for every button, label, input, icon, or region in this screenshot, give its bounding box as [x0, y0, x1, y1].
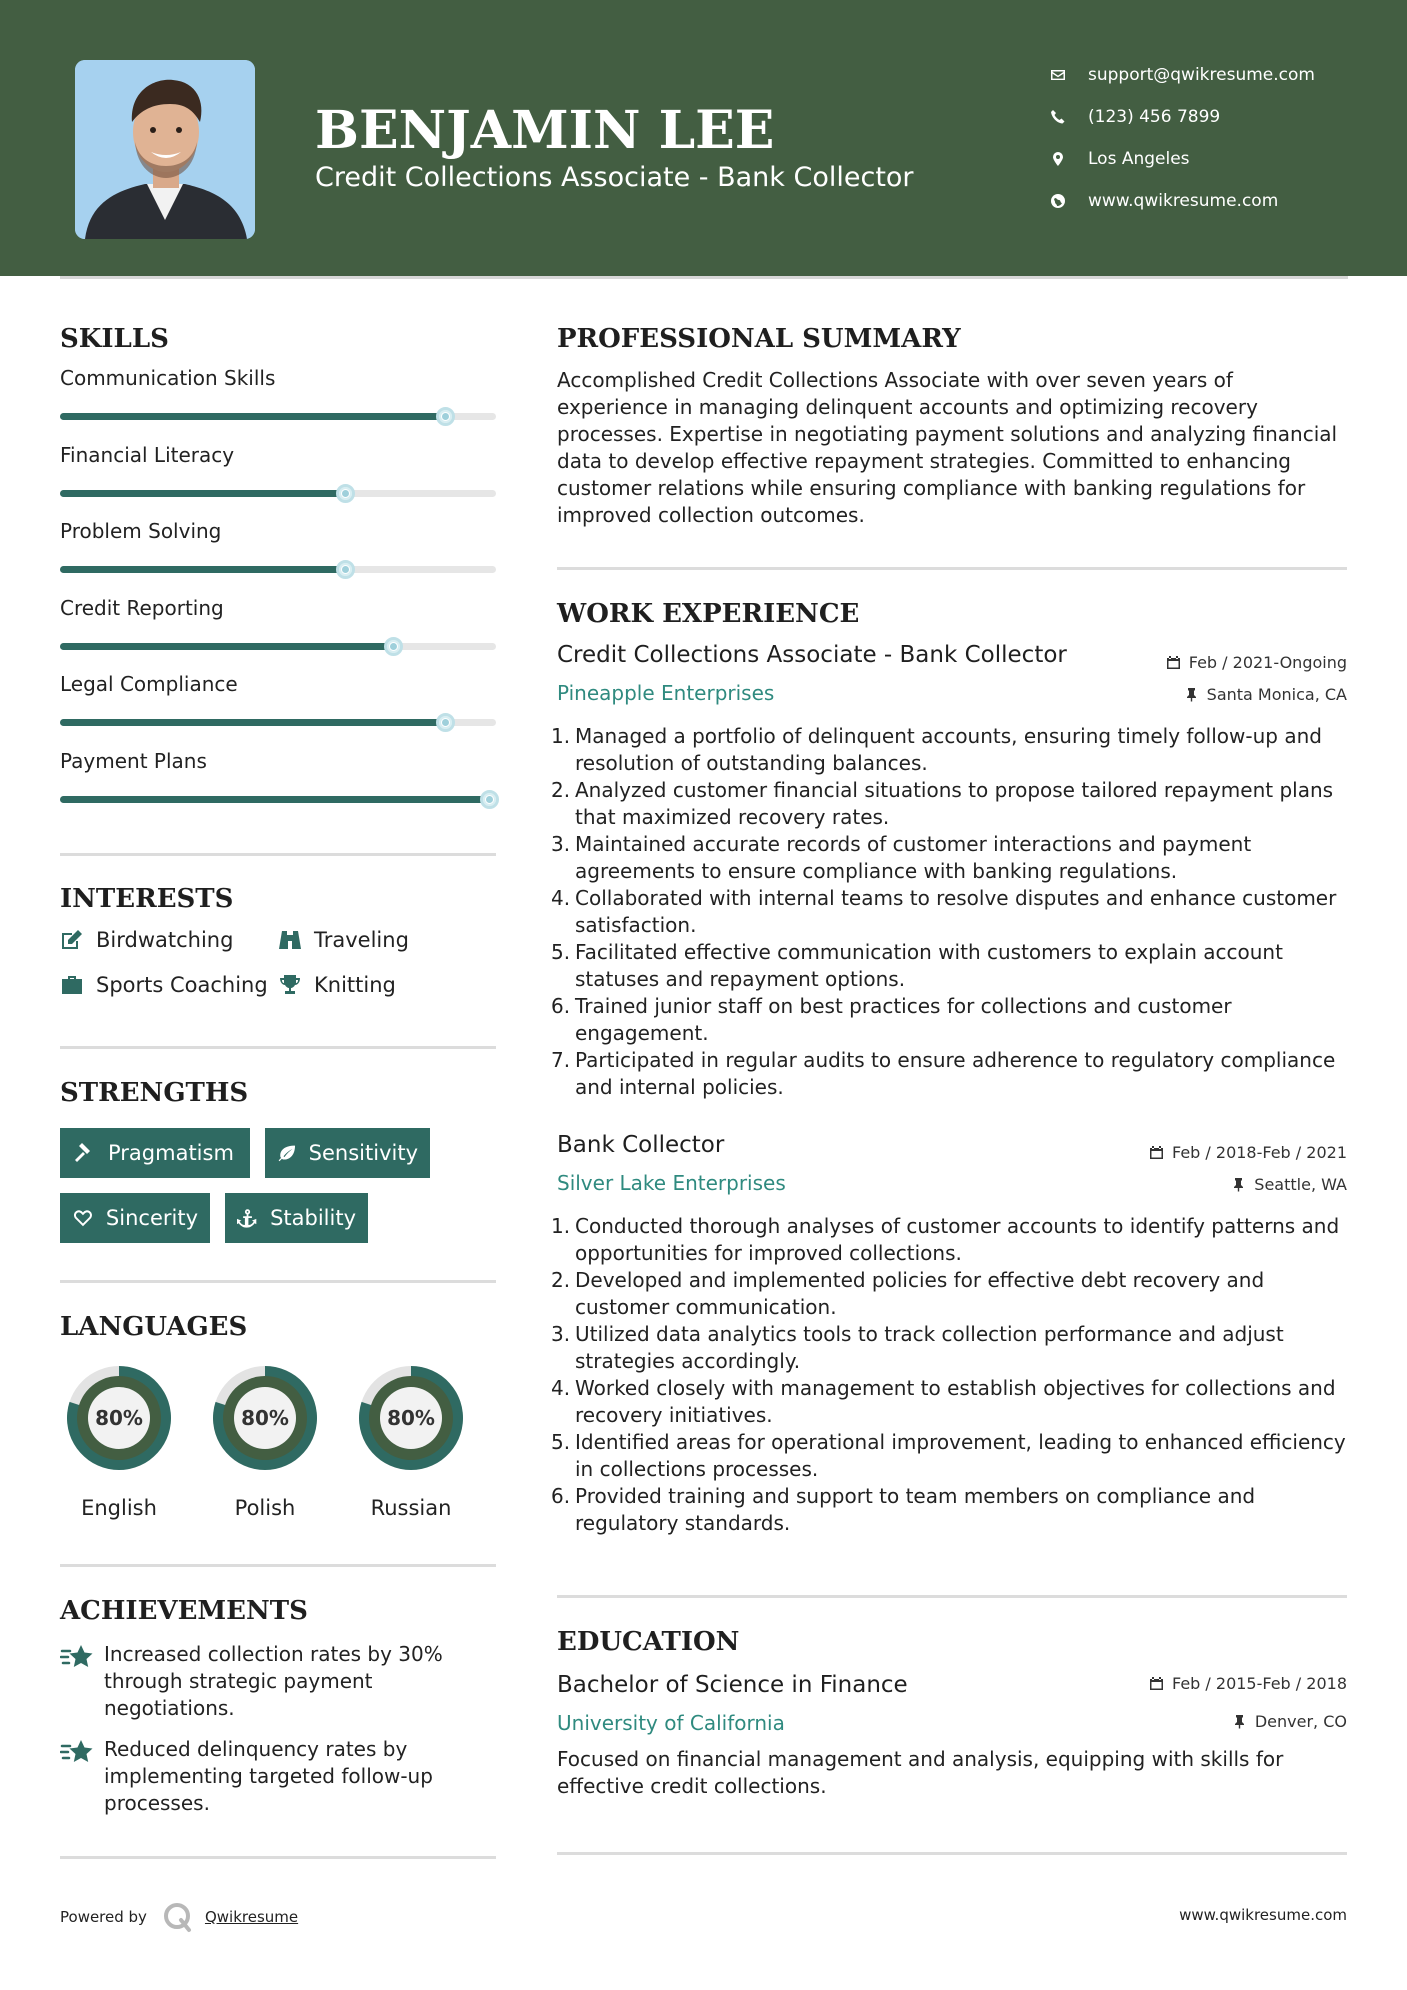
job-location-text: Seattle, WA — [1254, 1175, 1347, 1194]
education-location — [1232, 1712, 1347, 1731]
profile-photo — [75, 60, 255, 239]
location-pin-icon — [1050, 151, 1066, 167]
job-dates — [1149, 1143, 1347, 1162]
binoculars-icon — [278, 929, 302, 951]
calendar-icon — [1149, 1145, 1164, 1160]
language-item — [205, 1358, 325, 1520]
skill-label: Credit Reporting — [60, 596, 224, 620]
skill-label: Legal Compliance — [60, 672, 238, 696]
contact-location — [1050, 138, 1315, 180]
job-bullets — [551, 723, 1347, 1101]
job-bullet: 2. Analyzed customer financial situations to propose tailored repayment plans that maximized recovery rates. — [551, 778, 1334, 829]
contact-phone-text: (123) 456 7899 — [1088, 107, 1221, 127]
pushpin-icon — [1232, 1714, 1247, 1729]
skill-bar — [60, 719, 496, 726]
interest-item — [60, 928, 233, 952]
skill-bar-fill — [60, 643, 390, 650]
language-percent-label: 80% — [95, 1406, 143, 1430]
contact-list — [1050, 54, 1315, 222]
job-bullets — [551, 1213, 1347, 1537]
job-bullet: 1. Conducted thorough analyses of customer accounts to identify patterns and opportunities for improved collections. — [551, 1214, 1340, 1265]
heart-icon — [72, 1206, 94, 1230]
skill-bar-fill — [60, 796, 486, 803]
skill-bar — [60, 413, 496, 420]
job-bullet: 5. Identified areas for operational improvement, leading to enhanced efficiency in collections processes. — [551, 1430, 1346, 1481]
gavel-icon — [72, 1141, 96, 1165]
languages-heading: LANGUAGES — [60, 1312, 248, 1342]
skills-heading: SKILLS — [60, 324, 169, 354]
job-title: Credit Collections Associate - Bank Collector — [557, 642, 1067, 668]
calendar-icon — [1149, 1676, 1164, 1691]
anchor-icon — [237, 1206, 258, 1230]
language-item — [59, 1358, 179, 1520]
job-bullet: 1. Managed a portfolio of delinquent accounts, ensuring timely follow-up and resolution of outstanding balances. — [551, 724, 1322, 775]
strength-label: Sincerity — [105, 1206, 198, 1230]
language-percent-label: 80% — [387, 1406, 435, 1430]
interest-item — [278, 973, 396, 997]
divider — [557, 567, 1347, 570]
divider — [60, 1280, 496, 1283]
skill-bar-fill — [60, 413, 442, 420]
interest-label: Traveling — [314, 928, 409, 952]
job-bullet: 4. Collaborated with internal teams to resolve disputes and enhance customer satisfaction. — [551, 886, 1337, 937]
divider — [557, 1595, 1347, 1598]
briefcase-icon — [60, 974, 84, 996]
skill-label: Problem Solving — [60, 519, 222, 543]
interest-label: Sports Coaching — [96, 973, 268, 997]
company-name: Silver Lake Enterprises — [557, 1171, 786, 1195]
language-name: English — [81, 1496, 157, 1520]
divider — [60, 1564, 496, 1567]
strength-badge — [60, 1193, 210, 1243]
job-bullet: 3. Maintained accurate records of customer interactions and payment agreements to ensure compliance with banking regulations. — [551, 832, 1252, 883]
leaf-icon — [277, 1141, 297, 1165]
job-dates-text: Feb / 2018-Feb / 2021 — [1172, 1143, 1347, 1162]
education-location-text: Denver, CO — [1254, 1712, 1347, 1731]
interests-heading: INTERESTS — [60, 884, 234, 914]
skill-level-knob — [480, 790, 499, 809]
school-name: University of California — [557, 1711, 785, 1735]
job-bullet: 4. Worked closely with management to establish objectives for collections and recovery initiatives. — [551, 1376, 1336, 1427]
language-percent-label: 80% — [241, 1406, 289, 1430]
job-bullet: 6. Trained junior staff on best practices for collections and customer engagement. — [551, 994, 1232, 1045]
strength-label: Sensitivity — [308, 1141, 418, 1165]
job-dates — [1166, 653, 1347, 672]
skill-label: Financial Literacy — [60, 443, 235, 467]
star-icon — [60, 1738, 94, 1768]
achievement-text: Reduced delinquency rates by implementing targeted follow-up processes. — [104, 1737, 433, 1815]
degree-title: Bachelor of Science in Finance — [557, 1672, 908, 1698]
language-progress-ring — [351, 1358, 471, 1478]
summary-text: Accomplished Credit Collections Associate with over seven years of experience in managing delinquent accounts and optimizing recovery processes. Expertise in negotiating payment solutions and analyzing financial data to develop effective repayment strategies. Committed to enhancing customer relations while ensuring compliance with banking regulations for improved collection outcomes. — [557, 368, 1338, 527]
skill-level-knob — [336, 560, 355, 579]
job-location-text: Santa Monica, CA — [1206, 685, 1347, 704]
footer-url[interactable]: www.qwikresume.com — [1179, 1906, 1347, 1924]
divider — [60, 1046, 496, 1049]
education-description: Focused on financial management and analysis, equipping with skills for effective credit collections. — [557, 1747, 1284, 1798]
job-location — [1231, 1175, 1347, 1194]
skill-bar — [60, 566, 496, 573]
language-item — [351, 1358, 471, 1520]
job-bullet: 7. Participated in regular audits to ensure adherence to regulatory compliance and internal policies. — [551, 1048, 1336, 1099]
header-divider — [60, 276, 1348, 279]
interest-item — [60, 973, 268, 997]
powered-by-label: Powered by — [60, 1908, 147, 1926]
language-progress-ring — [59, 1358, 179, 1478]
contact-website-text: www.qwikresume.com — [1088, 191, 1279, 211]
pencil-square-icon — [60, 929, 84, 951]
strength-label: Stability — [270, 1206, 356, 1230]
pushpin-icon — [1231, 1177, 1246, 1192]
work-heading: WORK EXPERIENCE — [557, 599, 860, 629]
phone-icon — [1050, 109, 1066, 125]
contact-website[interactable] — [1050, 180, 1315, 222]
education-heading: EDUCATION — [557, 1627, 740, 1657]
skill-label: Payment Plans — [60, 749, 207, 773]
divider — [60, 853, 496, 856]
skill-bar-fill — [60, 719, 442, 726]
job-title: Bank Collector — [557, 1132, 725, 1158]
contact-email-text: support@qwikresume.com — [1088, 65, 1315, 85]
strength-badge — [225, 1193, 368, 1243]
job-location — [1184, 685, 1347, 704]
skill-bar-fill — [60, 566, 342, 573]
achievement-text: Increased collection rates by 30% through strategic payment negotiations. — [104, 1642, 443, 1720]
divider — [60, 1856, 496, 1859]
strength-badge — [60, 1128, 250, 1178]
skill-bar — [60, 490, 496, 497]
qwikresume-logo-icon — [161, 1900, 195, 1934]
interest-label: Knitting — [314, 973, 396, 997]
skill-bar — [60, 796, 496, 803]
language-name: Polish — [234, 1496, 296, 1520]
skill-level-knob — [436, 713, 455, 732]
job-bullet: 3. Utilized data analytics tools to track collection performance and adjust strategies accordingly. — [551, 1322, 1284, 1373]
pushpin-icon — [1184, 687, 1199, 702]
skill-bar-fill — [60, 490, 342, 497]
language-progress-ring — [205, 1358, 325, 1478]
candidate-name: BENJAMIN LEE — [315, 100, 775, 161]
achievement-item — [60, 1641, 480, 1722]
trophy-icon — [278, 974, 302, 996]
interest-label: Birdwatching — [96, 928, 234, 952]
contact-location-text: Los Angeles — [1088, 149, 1190, 169]
job-dates-text: Feb / 2021-Ongoing — [1188, 653, 1347, 672]
summary-heading: PROFESSIONAL SUMMARY — [557, 324, 961, 354]
strength-badge — [265, 1128, 430, 1178]
divider — [557, 1852, 1347, 1855]
skill-bar — [60, 643, 496, 650]
skill-level-knob — [336, 484, 355, 503]
calendar-icon — [1166, 655, 1181, 670]
envelope-icon — [1050, 67, 1066, 83]
job-bullet: 6. Provided training and support to team members on compliance and regulatory standards. — [551, 1484, 1256, 1535]
skill-label: Communication Skills — [60, 366, 276, 390]
skill-level-knob — [384, 637, 403, 656]
strength-label: Pragmatism — [108, 1141, 234, 1165]
strengths-heading: STRENGTHS — [60, 1078, 249, 1108]
interest-item — [278, 928, 409, 952]
star-icon — [60, 1643, 94, 1673]
contact-email[interactable] — [1050, 54, 1315, 96]
job-bullet: 2. Developed and implemented policies for effective debt recovery and customer communication. — [551, 1268, 1265, 1319]
contact-phone[interactable] — [1050, 96, 1315, 138]
achievement-item — [60, 1736, 480, 1817]
globe-icon — [1050, 193, 1066, 209]
job-bullet: 5. Facilitated effective communication with customers to explain account statuses and repayment options. — [551, 940, 1283, 991]
language-name: Russian — [370, 1496, 452, 1520]
achievements-heading: ACHIEVEMENTS — [60, 1596, 308, 1626]
education-dates-text: Feb / 2015-Feb / 2018 — [1172, 1674, 1347, 1693]
footer-powered-by — [60, 1900, 298, 1934]
education-dates — [1149, 1674, 1347, 1693]
skill-level-knob — [436, 407, 455, 426]
candidate-title: Credit Collections Associate - Bank Collector — [315, 162, 914, 193]
brand-link[interactable]: Qwikresume — [204, 1908, 299, 1926]
company-name: Pineapple Enterprises — [557, 681, 775, 705]
